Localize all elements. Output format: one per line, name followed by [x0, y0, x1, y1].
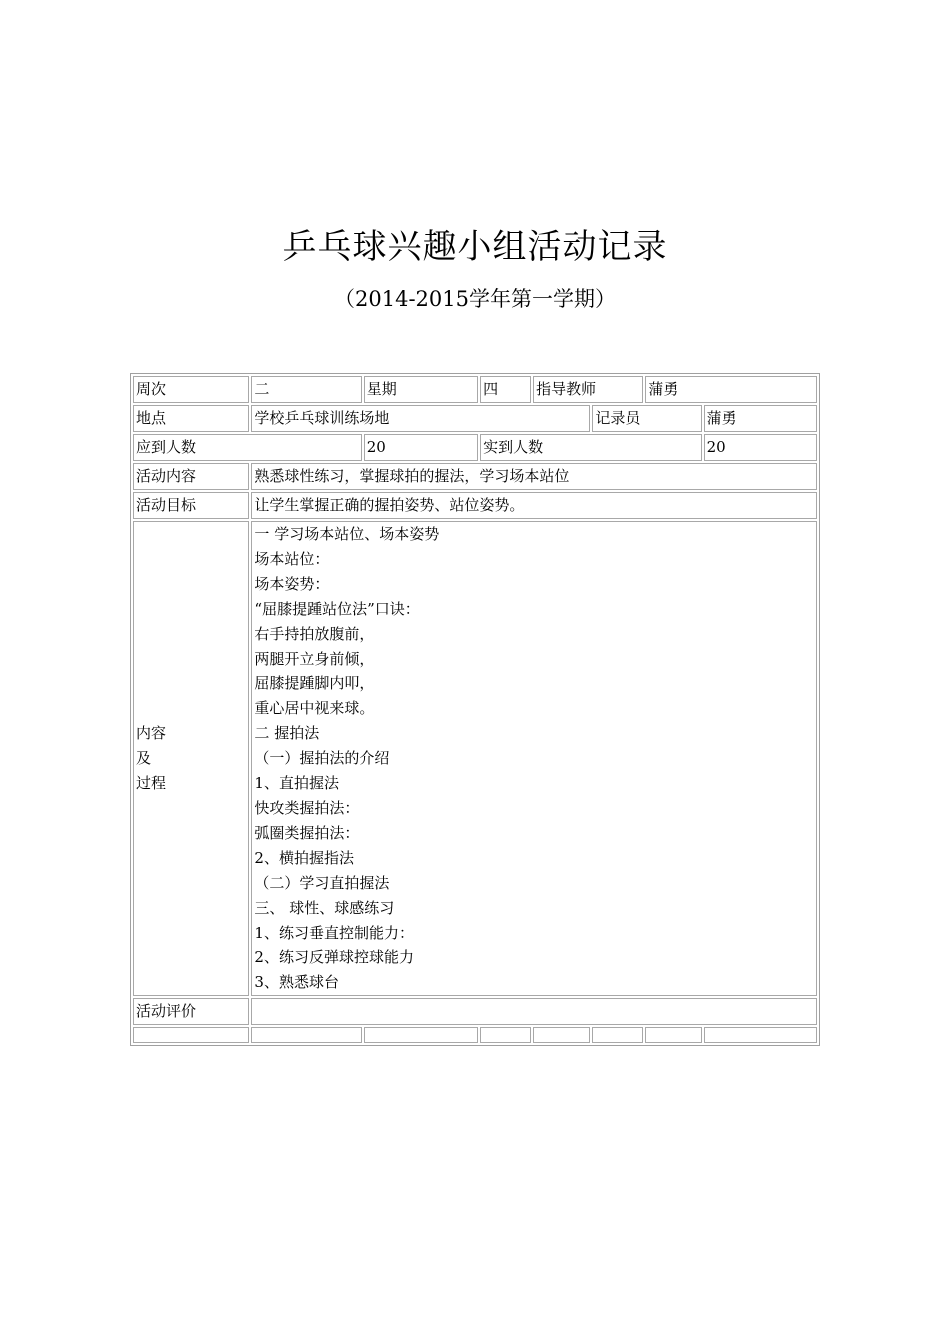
place-value: 学校乒乓球训练场地: [251, 405, 590, 432]
weekday-value: 四: [480, 376, 531, 403]
activity-goal-label: 活动目标: [133, 492, 249, 519]
process-content: [251, 521, 817, 996]
teacher-label: 指导教师: [533, 376, 643, 403]
table-row: [133, 376, 817, 403]
process-line: （二）学习直拍握法: [254, 873, 390, 892]
process-line: 场本站位：: [254, 549, 330, 568]
week-value: 二: [251, 376, 361, 403]
page-subtitle: （2014-2015学年第一学期）: [334, 287, 616, 311]
actual-count-value: 20: [704, 434, 817, 461]
evaluation-value: [251, 998, 817, 1025]
process-line: 两腿开立身前倾，: [254, 649, 375, 668]
process-line: 1、练习垂直控制能力：: [254, 923, 414, 942]
weekday-label: 星期: [364, 376, 478, 403]
process-line: 1、直拍握法: [254, 774, 339, 793]
process-line: 右手持拍放腹前，: [254, 624, 375, 643]
empty-cell: [592, 1027, 643, 1043]
empty-cell: [645, 1027, 701, 1043]
process-line: 2、练习反弹球控球能力: [254, 948, 414, 967]
process-line: （一）握拍法的介绍: [254, 749, 390, 768]
process-line: “屈膝提踵站位法”口诀：: [254, 599, 420, 618]
empty-cell: [533, 1027, 590, 1043]
table-row: [133, 405, 817, 432]
week-label: 周次: [133, 376, 249, 403]
table-row: [133, 998, 817, 1025]
table-row: [133, 434, 817, 461]
expected-count-label: 应到人数: [133, 434, 362, 461]
empty-cell: [480, 1027, 531, 1043]
page-title: 乒乓球兴趣小组活动记录: [282, 227, 668, 267]
recorder-label: 记录员: [592, 405, 701, 432]
recorder-value: 蒲勇: [704, 405, 817, 432]
table-row: [133, 463, 817, 490]
process-line: 重心居中视来球。: [254, 699, 375, 718]
table-row: [133, 492, 817, 519]
process-label-line: 及: [136, 749, 152, 768]
process-label-line: 内容: [136, 724, 167, 743]
process-line: 快攻类握拍法：: [254, 798, 360, 817]
activity-record-table: [130, 373, 820, 1046]
empty-cell: [704, 1027, 817, 1043]
expected-count-value: 20: [364, 434, 478, 461]
process-line: 三、 球性、球感练习: [254, 898, 395, 917]
process-line: 二 握拍法: [254, 724, 320, 743]
process-line: 2、横拍握指法: [254, 848, 354, 867]
empty-cell: [251, 1027, 361, 1043]
process-line: 弧圈类握拍法：: [254, 823, 360, 842]
process-line: 场本姿势：: [254, 574, 330, 593]
empty-cell: [364, 1027, 478, 1043]
empty-cell: [133, 1027, 249, 1043]
table-row: [133, 1027, 817, 1043]
process-label: [133, 521, 249, 996]
activity-content-label: 活动内容: [133, 463, 249, 490]
activity-content-value: 熟悉球性练习，掌握球拍的握法，学习场本站位: [251, 463, 817, 490]
activity-goal-value: 让学生掌握正确的握拍姿势、站位姿势。: [251, 492, 817, 519]
process-line: 屈膝提踵脚内叩，: [254, 674, 375, 693]
place-label: 地点: [133, 405, 249, 432]
actual-count-label: 实到人数: [480, 434, 701, 461]
process-label-line: 过程: [136, 774, 167, 793]
table-row: [133, 521, 817, 996]
process-line: 一 学习场本站位、场本姿势: [254, 525, 440, 543]
evaluation-label: 活动评价: [133, 998, 249, 1025]
process-line: 3、熟悉球台: [254, 973, 339, 992]
teacher-value: 蒲勇: [645, 376, 817, 403]
